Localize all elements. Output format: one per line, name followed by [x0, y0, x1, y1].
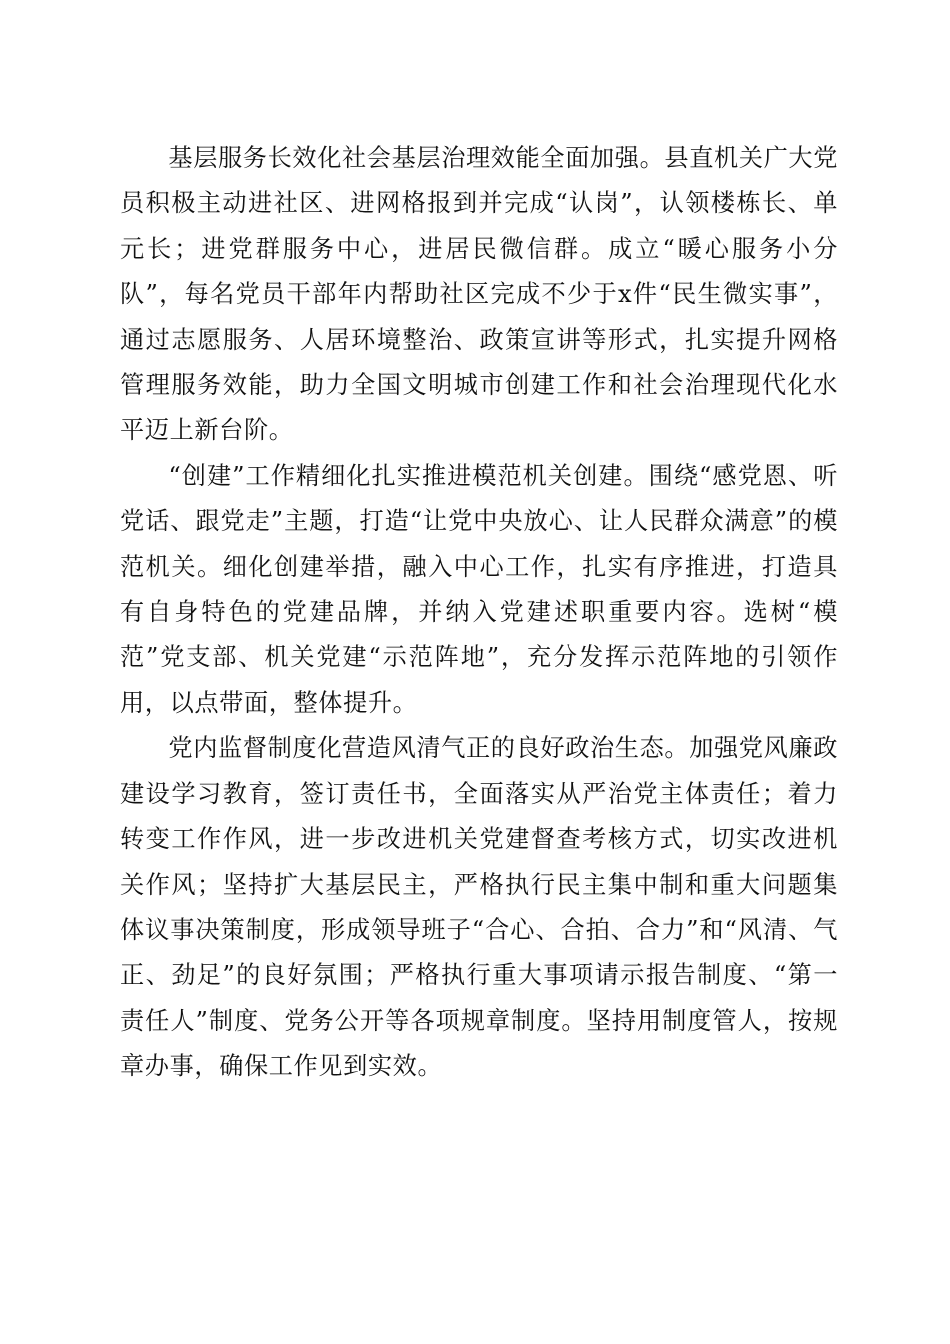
- paragraph-model-organ: “创建”工作精细化扎实推进模范机关创建。围绕“感党恩、听党话、跟党走”主题，打造“让党中央放心、让人民群众满意”的模范机关。细化创建举措，融入中心工作，扎实有序推进，打造具有自身特色的党建品牌，并纳入党建述职重要内容。选树“模范”党支部、机关党建“示范阵地”，充分发挥示范阵地的引领作用，以点带面，整体提升。: [120, 461, 838, 717]
- paragraph-community-service: 基层服务长效化社会基层治理效能全面加强。县直机关广大党员积极主动进社区、进网格报到并完成“认岗”，认领楼栋长、单元长；进党群服务中心，进居民微信群。成立“暖心服务小分队”，每名党员干部年内帮助社区完成不少于x件“民生微实事”，通过志愿服务、人居环境整治、政策宣讲等形式，扎实提升网格管理服务效能，助力全国文明城市创建工作和社会治理现代化水平迈上新台阶。: [120, 144, 838, 445]
- document-body: [120, 136, 838, 1090]
- paragraph-party-supervision: 党内监督制度化营造风清气正的良好政治生态。加强党风廉政建设学习教育，签订责任书，全面落实从严治党主体责任；着力转变工作作风，进一步改进机关党建督查考核方式，切实改进机关作风；坚持扩大基层民主，严格执行民主集中制和重大问题集体议事决策制度，形成领导班子“合心、合拍、合力”和“风清、气正、劲足”的良好氛围；严格执行重大事项请示报告制度、“第一责任人”制度、党务公开等各项规章制度。坚持用制度管人，按规章办事，确保工作见到实效。: [120, 734, 838, 1081]
